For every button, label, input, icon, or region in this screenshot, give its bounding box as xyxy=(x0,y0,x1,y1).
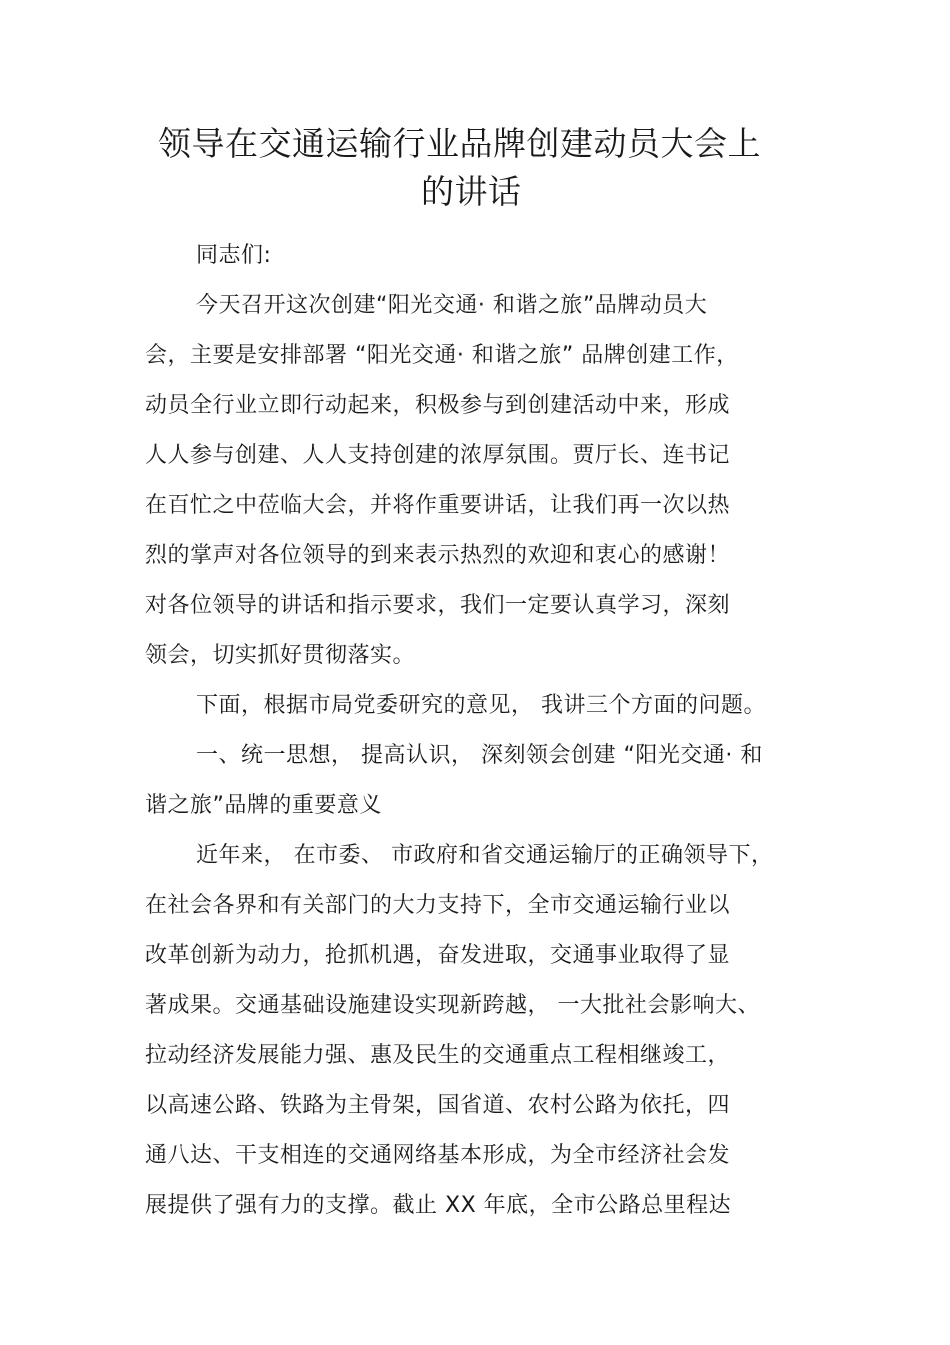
body-line: 人人参与创建、人人支持创建的浓厚氛围。贾厅长、连书记 xyxy=(145,443,731,468)
body-line: 改革创新为动力，抢抓机遇，奋发进取，交通事业取得了显 xyxy=(145,943,731,968)
body-line: 动员全行业立即行动起来，积极参与到创建活动中来，形成 xyxy=(145,393,731,418)
document-title-line-2: 的讲话 xyxy=(421,172,522,211)
body-line: 对各位领导的讲话和指示要求，我们一定要认真学习，深刻 xyxy=(145,593,731,618)
body-line: 会，主要是安排部署 “阳光交通· 和谐之旅” 品牌创建工作， xyxy=(145,343,739,368)
body-line: 展提供了强有力的支撑。截止 XX 年底，全市公路总里程达 xyxy=(145,1193,732,1218)
body-line: 通八达、干支相连的交通网络基本形成，为全市经济社会发 xyxy=(145,1143,731,1168)
body-line: 今天召开这次创建“阳光交通· 和谐之旅”品牌动员大 xyxy=(196,293,708,318)
body-line: 近年来， 在市委、 市政府和省交通运输厅的正确领导下， xyxy=(196,843,774,868)
body-line: 领会，切实抓好贯彻落实。 xyxy=(145,643,416,668)
body-line: 下面，根据市局党委研究的意见， 我讲三个方面的问题。 xyxy=(196,693,766,718)
body-line: 烈的掌声对各位领导的到来表示热烈的欢迎和衷心的感谢！ xyxy=(145,543,731,568)
salutation: 同志们: xyxy=(196,243,272,268)
document-title-line-1: 领导在交通运输行业品牌创建动员大会上 xyxy=(158,124,761,163)
section-heading-line: 一、统一思想， 提高认识， 深刻领会创建 “阳光交通· 和 xyxy=(196,743,763,768)
body-line: 在百忙之中莅临大会，并将作重要讲话，让我们再一次以热 xyxy=(145,493,731,518)
body-line: 在社会各界和有关部门的大力支持下，全市交通运输行业以 xyxy=(145,893,731,918)
body-line: 拉动经济发展能力强、惠及民生的交通重点工程相继竣工， xyxy=(145,1043,731,1068)
section-heading-line: 谐之旅”品牌的重要意义 xyxy=(145,793,382,818)
body-line: 著成果。交通基础设施建设实现新跨越， 一大批社会影响大、 xyxy=(145,993,760,1018)
body-line: 以高速公路、铁路为主骨架，国省道、农村公路为依托，四 xyxy=(145,1093,731,1118)
